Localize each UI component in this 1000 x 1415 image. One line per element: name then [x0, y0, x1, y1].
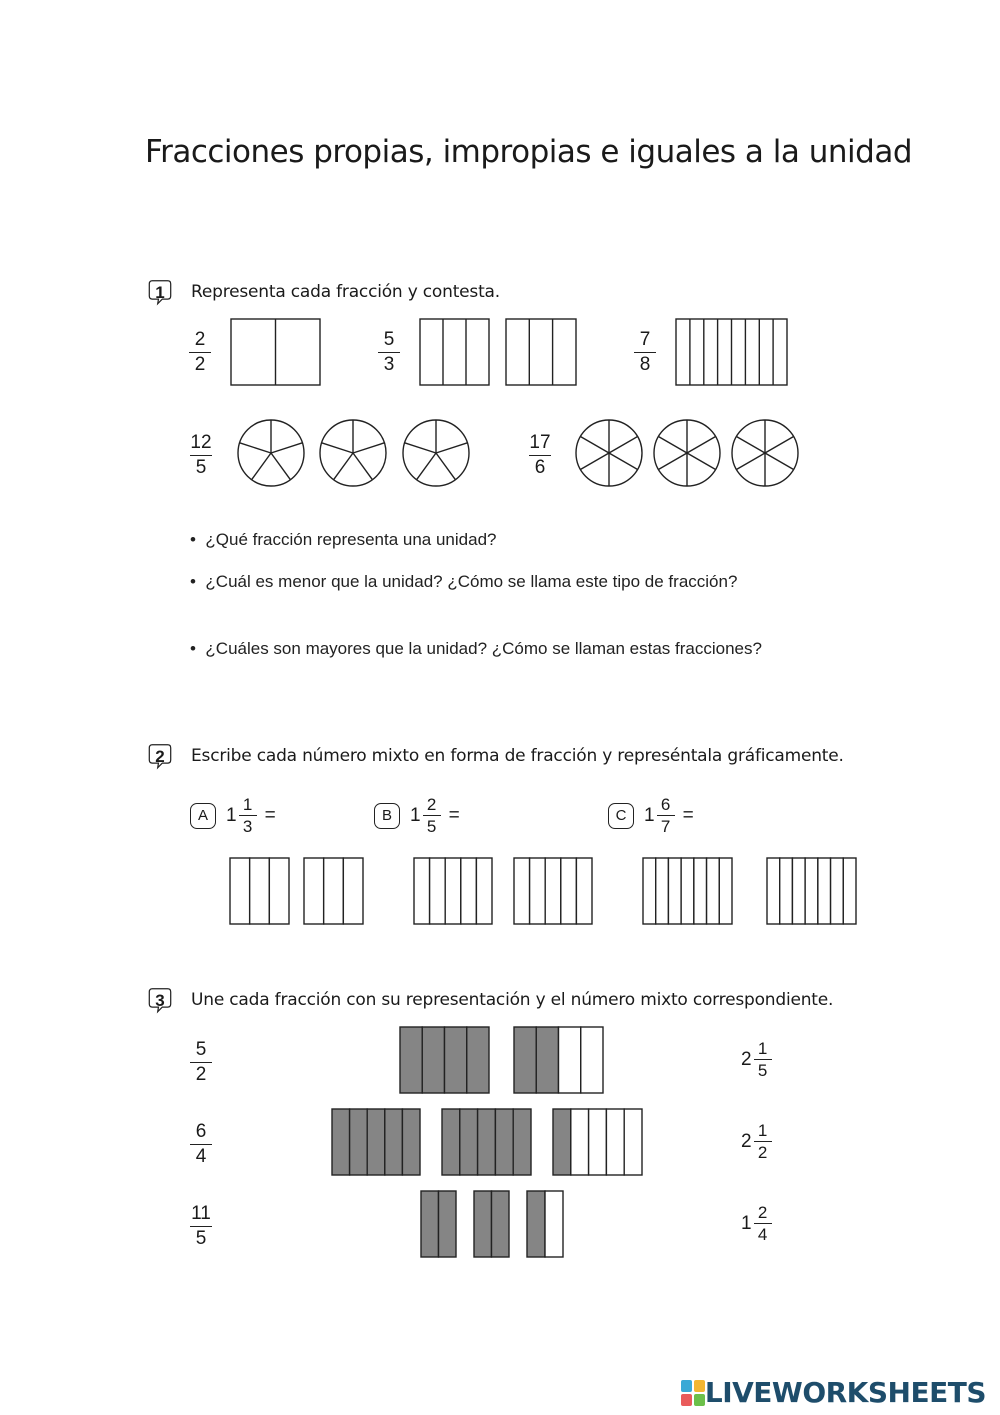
numerator: 17	[529, 432, 551, 453]
bullet: •	[190, 572, 196, 591]
ex1-shapes	[0, 0, 1000, 520]
bullet: •	[190, 639, 196, 658]
denominator: 5	[195, 457, 207, 478]
whole-part: 1	[644, 804, 655, 826]
ex3-rect-7[interactable]	[474, 1191, 509, 1257]
pie-sixths-3[interactable]	[732, 420, 798, 486]
ex2-rect-2[interactable]	[304, 858, 363, 924]
denominator: 4	[195, 1146, 207, 1167]
fraction-part	[239, 795, 257, 836]
page-title: Fracciones propias, impropias e iguales a la unidad	[145, 134, 912, 170]
bullet: •	[190, 530, 196, 549]
denominator: 8	[639, 354, 651, 375]
fraction-part	[657, 795, 675, 836]
fraction-part	[423, 795, 441, 836]
ex3-shapes	[0, 1020, 1000, 1265]
numerator: 6	[660, 795, 671, 814]
logo-text: LIVEWORKSHEETS	[704, 1376, 986, 1409]
equals-sign: =	[264, 804, 276, 826]
denominator: 7	[660, 817, 671, 836]
denominator: 5	[195, 1228, 207, 1249]
denominator: 5	[426, 817, 437, 836]
pie-fifths-3[interactable]	[403, 420, 469, 486]
numerator: 7	[639, 329, 651, 350]
ex2-rect-1[interactable]	[230, 858, 289, 924]
numerator: 1	[242, 795, 253, 814]
rect-halves[interactable]	[231, 319, 320, 385]
whole-part: 2	[741, 1048, 752, 1070]
ex3-rect-4[interactable]	[442, 1109, 531, 1175]
ex2-rect-5[interactable]	[643, 858, 732, 924]
whole-part: 1	[741, 1212, 752, 1234]
question-3	[190, 639, 762, 659]
exercise-2-instruction: Escribe cada número mixto en forma de fracción y represéntala gráficamente.	[191, 746, 844, 766]
rect-eighths[interactable]	[676, 319, 787, 385]
pie-fifths-2[interactable]	[320, 420, 386, 486]
denominator: 2	[195, 1064, 207, 1085]
numerator: 2	[757, 1203, 768, 1222]
rect-thirds-2[interactable]	[506, 319, 576, 385]
whole-part: 1	[410, 804, 421, 826]
question-2	[190, 572, 737, 592]
ex3-rect-5[interactable]	[553, 1109, 642, 1175]
exercise-3-number: 3	[155, 991, 165, 1010]
pie-fifths-1[interactable]	[238, 420, 304, 486]
exercise-1-instruction: Representa cada fracción y contesta.	[191, 282, 500, 302]
liveworksheets-logo	[681, 1376, 986, 1409]
exercise-2-number: 2	[155, 747, 165, 766]
denominator: 6	[534, 457, 546, 478]
ex2-item-b	[374, 795, 460, 836]
ex2-rect-3[interactable]	[414, 858, 492, 924]
ex3-rect-2[interactable]	[514, 1027, 603, 1093]
ex3-rect-3[interactable]	[332, 1109, 420, 1175]
ex2-item-c	[608, 795, 694, 836]
numerator: 1	[757, 1039, 768, 1058]
denominator: 2	[194, 354, 206, 375]
denominator: 4	[757, 1225, 768, 1244]
question-1	[190, 530, 496, 550]
ex2-rect-6[interactable]	[767, 858, 856, 924]
ex2-item-a	[190, 795, 276, 836]
question-text: ¿Cuál es menor que la unidad? ¿Cómo se llama este tipo de fracción?	[205, 572, 738, 591]
whole-part: 2	[741, 1130, 752, 1152]
denominator: 3	[242, 817, 253, 836]
denominator: 3	[383, 354, 395, 375]
pie-sixths-1[interactable]	[576, 420, 642, 486]
denominator: 2	[757, 1143, 768, 1162]
ex2-shapes	[0, 850, 1000, 940]
pie-sixths-2[interactable]	[654, 420, 720, 486]
numerator: 2	[426, 795, 437, 814]
letter-badge: C	[608, 803, 634, 829]
numerator: 12	[190, 432, 212, 453]
letter-badge: A	[190, 803, 216, 829]
exercise-1-number: 1	[155, 283, 165, 302]
logo-blocks-icon	[681, 1380, 705, 1406]
equals-sign: =	[682, 804, 694, 826]
ex2-rect-4[interactable]	[514, 858, 592, 924]
letter-badge: B	[374, 803, 400, 829]
ex3-rect-6[interactable]	[421, 1191, 456, 1257]
rect-thirds-1[interactable]	[420, 319, 489, 385]
numerator: 5	[383, 329, 395, 350]
exercise-3-instruction: Une cada fracción con su representación y el número mixto correspondiente.	[191, 990, 834, 1010]
question-text: ¿Qué fracción representa una unidad?	[205, 530, 497, 549]
numerator: 1	[757, 1121, 768, 1140]
equals-sign: =	[448, 804, 460, 826]
numerator: 6	[195, 1121, 207, 1142]
question-text: ¿Cuáles son mayores que la unidad? ¿Cómo se llaman estas fracciones?	[205, 639, 762, 658]
numerator: 2	[194, 329, 206, 350]
ex3-rect-8[interactable]	[527, 1191, 563, 1257]
whole-part: 1	[226, 804, 237, 826]
denominator: 5	[757, 1061, 768, 1080]
numerator: 11	[191, 1203, 211, 1224]
ex3-rect-1[interactable]	[400, 1027, 489, 1093]
numerator: 5	[195, 1039, 207, 1060]
